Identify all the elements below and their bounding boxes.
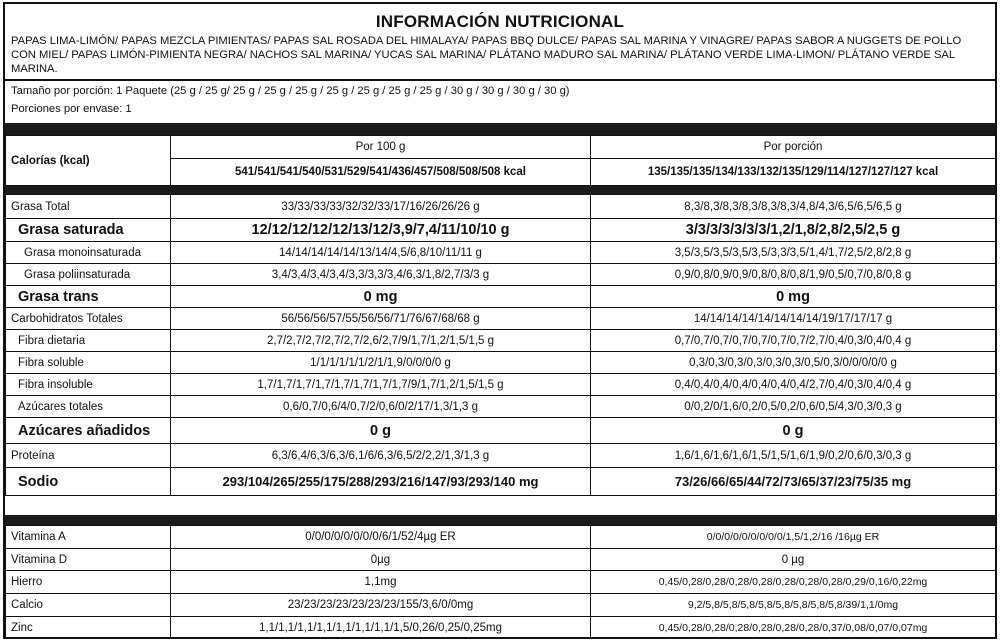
section-bar (5, 123, 995, 135)
nutrient-table (5, 194, 996, 496)
nutrient-name: Grasa poliinsaturada (6, 264, 171, 286)
divider (5, 79, 995, 81)
table-row (6, 330, 996, 352)
table-row (6, 444, 996, 468)
perserving-kcal: 135/135/135/134/133/132/135/129/114/127/127/127 kcal (591, 159, 996, 186)
per100-value: 1,1mg (171, 571, 591, 594)
perserving-value: 0,45/0,28/0,28/0,28/0,28/0,28/0,28/0,37/0,08/0,07/0,07mg (591, 617, 996, 639)
per100-value: 12/12/12/12/12/13/12/3,9/7,4/11/10/10 g (171, 219, 591, 242)
per100-value: 56/56/56/57/55/56/56/71/76/67/68/68 g (171, 308, 591, 330)
vitamin-name: Vitamina D (6, 549, 171, 571)
per100-value: 0/0/0/0/0/0/0/0/6/1/52/4µg ER (171, 526, 591, 549)
nutrient-name: Grasa saturada (6, 219, 171, 242)
nutrition-label (3, 2, 997, 639)
per100-value: 0µg (171, 549, 591, 571)
section-bar (5, 186, 995, 194)
per100-value: 0 mg (171, 286, 591, 308)
per100-value: 6,3/6,4/6,3/6,3/6,1/6/6,3/6,5/2/2,2/1,3/1,3 g (171, 444, 591, 468)
nutrient-name: Fibra insoluble (6, 374, 171, 396)
table-row (6, 468, 996, 496)
perserving-value: 3/3/3/3/3/3/3/1,2/1,8/2,8/2,5/2,5 g (591, 219, 996, 242)
per100-value: 1,7/1,7/1,7/1,7/1,7/1,7/1,7/1,7/9/1,7/1,2/1,5/1,5 g (171, 374, 591, 396)
per100-value: 33/33/33/33/32/32/33/17/16/26/26/26 g (171, 195, 591, 219)
nutrient-name: Grasa monoinsaturada (6, 242, 171, 264)
table-row (6, 308, 996, 330)
per100-value: 0,6/0,7/0,6/4/0,7/2/0,6/0/2/17/1,3/1,3 g (171, 396, 591, 418)
per100-value: 3,4/3,4/3,4/3,4/3,3/3,3/3,4/6,3/1,8/2,7/3/3 g (171, 264, 591, 286)
perserving-value: 1,6/1,6/1,6/1,6/1,5/1,5/1,6/1,9/0,2/0,6/0,3/0,3 g (591, 444, 996, 468)
servings-per-container: Porciones por envase: 1 (11, 103, 132, 115)
per100-kcal: 541/541/541/540/531/529/541/436/457/508/508/508 kcal (171, 159, 591, 186)
perserving-value: 73/26/66/65/44/72/73/65/37/23/75/35 mg (591, 468, 996, 496)
perserving-value: 0/0,2/0/1,6/0,2/0,5/0,2/0,6/0,5/4,3/0,3/0,3 g (591, 396, 996, 418)
vitamin-table (5, 525, 996, 639)
table-row (6, 526, 996, 549)
perserving-value: 0,7/0,7/0,7/0,7/0,7/0,7/0,7/2,7/0,4/0,3/0,4/0,4 g (591, 330, 996, 352)
table-row (6, 352, 996, 374)
table-row (6, 195, 996, 219)
per100-value: 293/104/265/255/175/288/293/216/147/93/293/140 mg (171, 468, 591, 496)
table-row (6, 242, 996, 264)
perserving-value: 0,4/0,4/0,4/0,4/0,4/0,4/0,4/2,7/0,4/0,3/0,4/0,4 g (591, 374, 996, 396)
calories-label: Calorías (kcal) (6, 136, 171, 186)
table-row (6, 219, 996, 242)
table-row (6, 418, 996, 444)
perserving-value: 9,2/5,8/5,8/5,8/5,8/5,8/5,8/5,8/5,8/39/1,1/0mg (591, 594, 996, 617)
perserving-value: 0 µg (591, 549, 996, 571)
per100-value: 23/23/23/23/23/23/23/155/3,6/0/0mg (171, 594, 591, 617)
nutrient-name: Fibra soluble (6, 352, 171, 374)
perserving-value: 0,9/0,8/0,9/0,9/0,8/0,8/0,8/1,9/0,5/0,7/0,8/0,8 g (591, 264, 996, 286)
per100-value: 14/14/14/14/14/13/14/4,5/6,8/10/11/11 g (171, 242, 591, 264)
perserving-value: 8,3/8,3/8,3/8,3/8,3/8,3/4,8/4,3/6,5/6,5/6,5 g (591, 195, 996, 219)
nutrient-name: Grasa Total (6, 195, 171, 219)
table-row (6, 264, 996, 286)
header-row-top (6, 136, 996, 159)
table-row (6, 594, 996, 617)
perserving-value: 0/0/0/0/0/0/0/0/0/1,5/1,2/16 /16µg ER (591, 526, 996, 549)
nutrition-table (5, 135, 996, 186)
per100-value: 2,7/2,7/2,7/2,7/2,7/2,6/2,7/9/1,7/1,2/1,5/1,5 g (171, 330, 591, 352)
nutrient-name: Proteína (6, 444, 171, 468)
per100-value: 1,1/1,1/1,1/1,1/1,1/1,1/1,1/1,5/0,26/0,25/0,25mg (171, 617, 591, 639)
perserving-value: 0,45/0,28/0,28/0,28/0,28/0,28/0,28/0,28/0,29/0,16/0,22mg (591, 571, 996, 594)
perserving-value: 3,5/3,5/3,5/3,5/3,5/3,3/3,5/1,4/1,7/2,5/2,8/2,8 g (591, 242, 996, 264)
perserving-header: Por porción (591, 136, 996, 159)
table-row (6, 571, 996, 594)
label-title: INFORMACIÓN NUTRICIONAL (375, 12, 625, 31)
product-list: PAPAS LIMA-LIMÓN/ PAPAS MEZCLA PIMIENTAS/ PAPAS SAL ROSADA DEL HIMALAYA/ PAPAS BBQ DULCE/ PAPAS SAL MARINA Y VINAGRE/ PAPAS SABOR A NUGGETS DE POLLO CON MIEL/ PAPAS LIMÓN-PIMIENTA NEGRA/ NACHOS SAL MARINA/ YUCAS SAL MARINA/ PLÁTANO MADURO SAL MARINA/ PLÁTANO VERDE LIMA-LIMON/ PLÁTANO VERDE SAL MARINA. (11, 35, 962, 75)
table-row (6, 396, 996, 418)
per100-value: 1/1/1/1/1/1/2/1/1,9/0/0/0/0 g (171, 352, 591, 374)
nutrient-name: Carbohidratos Totales (6, 308, 171, 330)
nutrient-name: Azúcares totales (6, 396, 171, 418)
serving-size: Tamaño por porción: 1 Paquete (25 g / 25 g/ 25 g / 25 g / 25 g / 25 g / 25 g / 25 g / 25 g / 30 g / 30 g / 30 g / 30 g) (11, 85, 570, 97)
table-row (6, 549, 996, 571)
table-row (6, 374, 996, 396)
nutrient-name: Grasa trans (6, 286, 171, 308)
perserving-value: 14/14/14/14/14/14/14/14/19/17/17/17 g (591, 308, 996, 330)
section-bar (5, 515, 995, 525)
perserving-value: 0,3/0,3/0,3/0,3/0,3/0,3/0,5/0,3/0/0/0/0/0 g (591, 352, 996, 374)
table-row (6, 617, 996, 639)
perserving-value: 0 g (591, 418, 996, 444)
nutrient-name: Sodio (6, 468, 171, 496)
vitamin-name: Hierro (6, 571, 171, 594)
vitamin-name: Vitamina A (6, 526, 171, 549)
per100-header: Por 100 g (171, 136, 591, 159)
vitamin-name: Calcio (6, 594, 171, 617)
nutrient-name: Azúcares añadidos (6, 418, 171, 444)
nutrient-name: Fibra dietaria (6, 330, 171, 352)
per100-value: 0 g (171, 418, 591, 444)
table-row (6, 286, 996, 308)
perserving-value: 0 mg (591, 286, 996, 308)
vitamin-name: Zinc (6, 617, 171, 639)
